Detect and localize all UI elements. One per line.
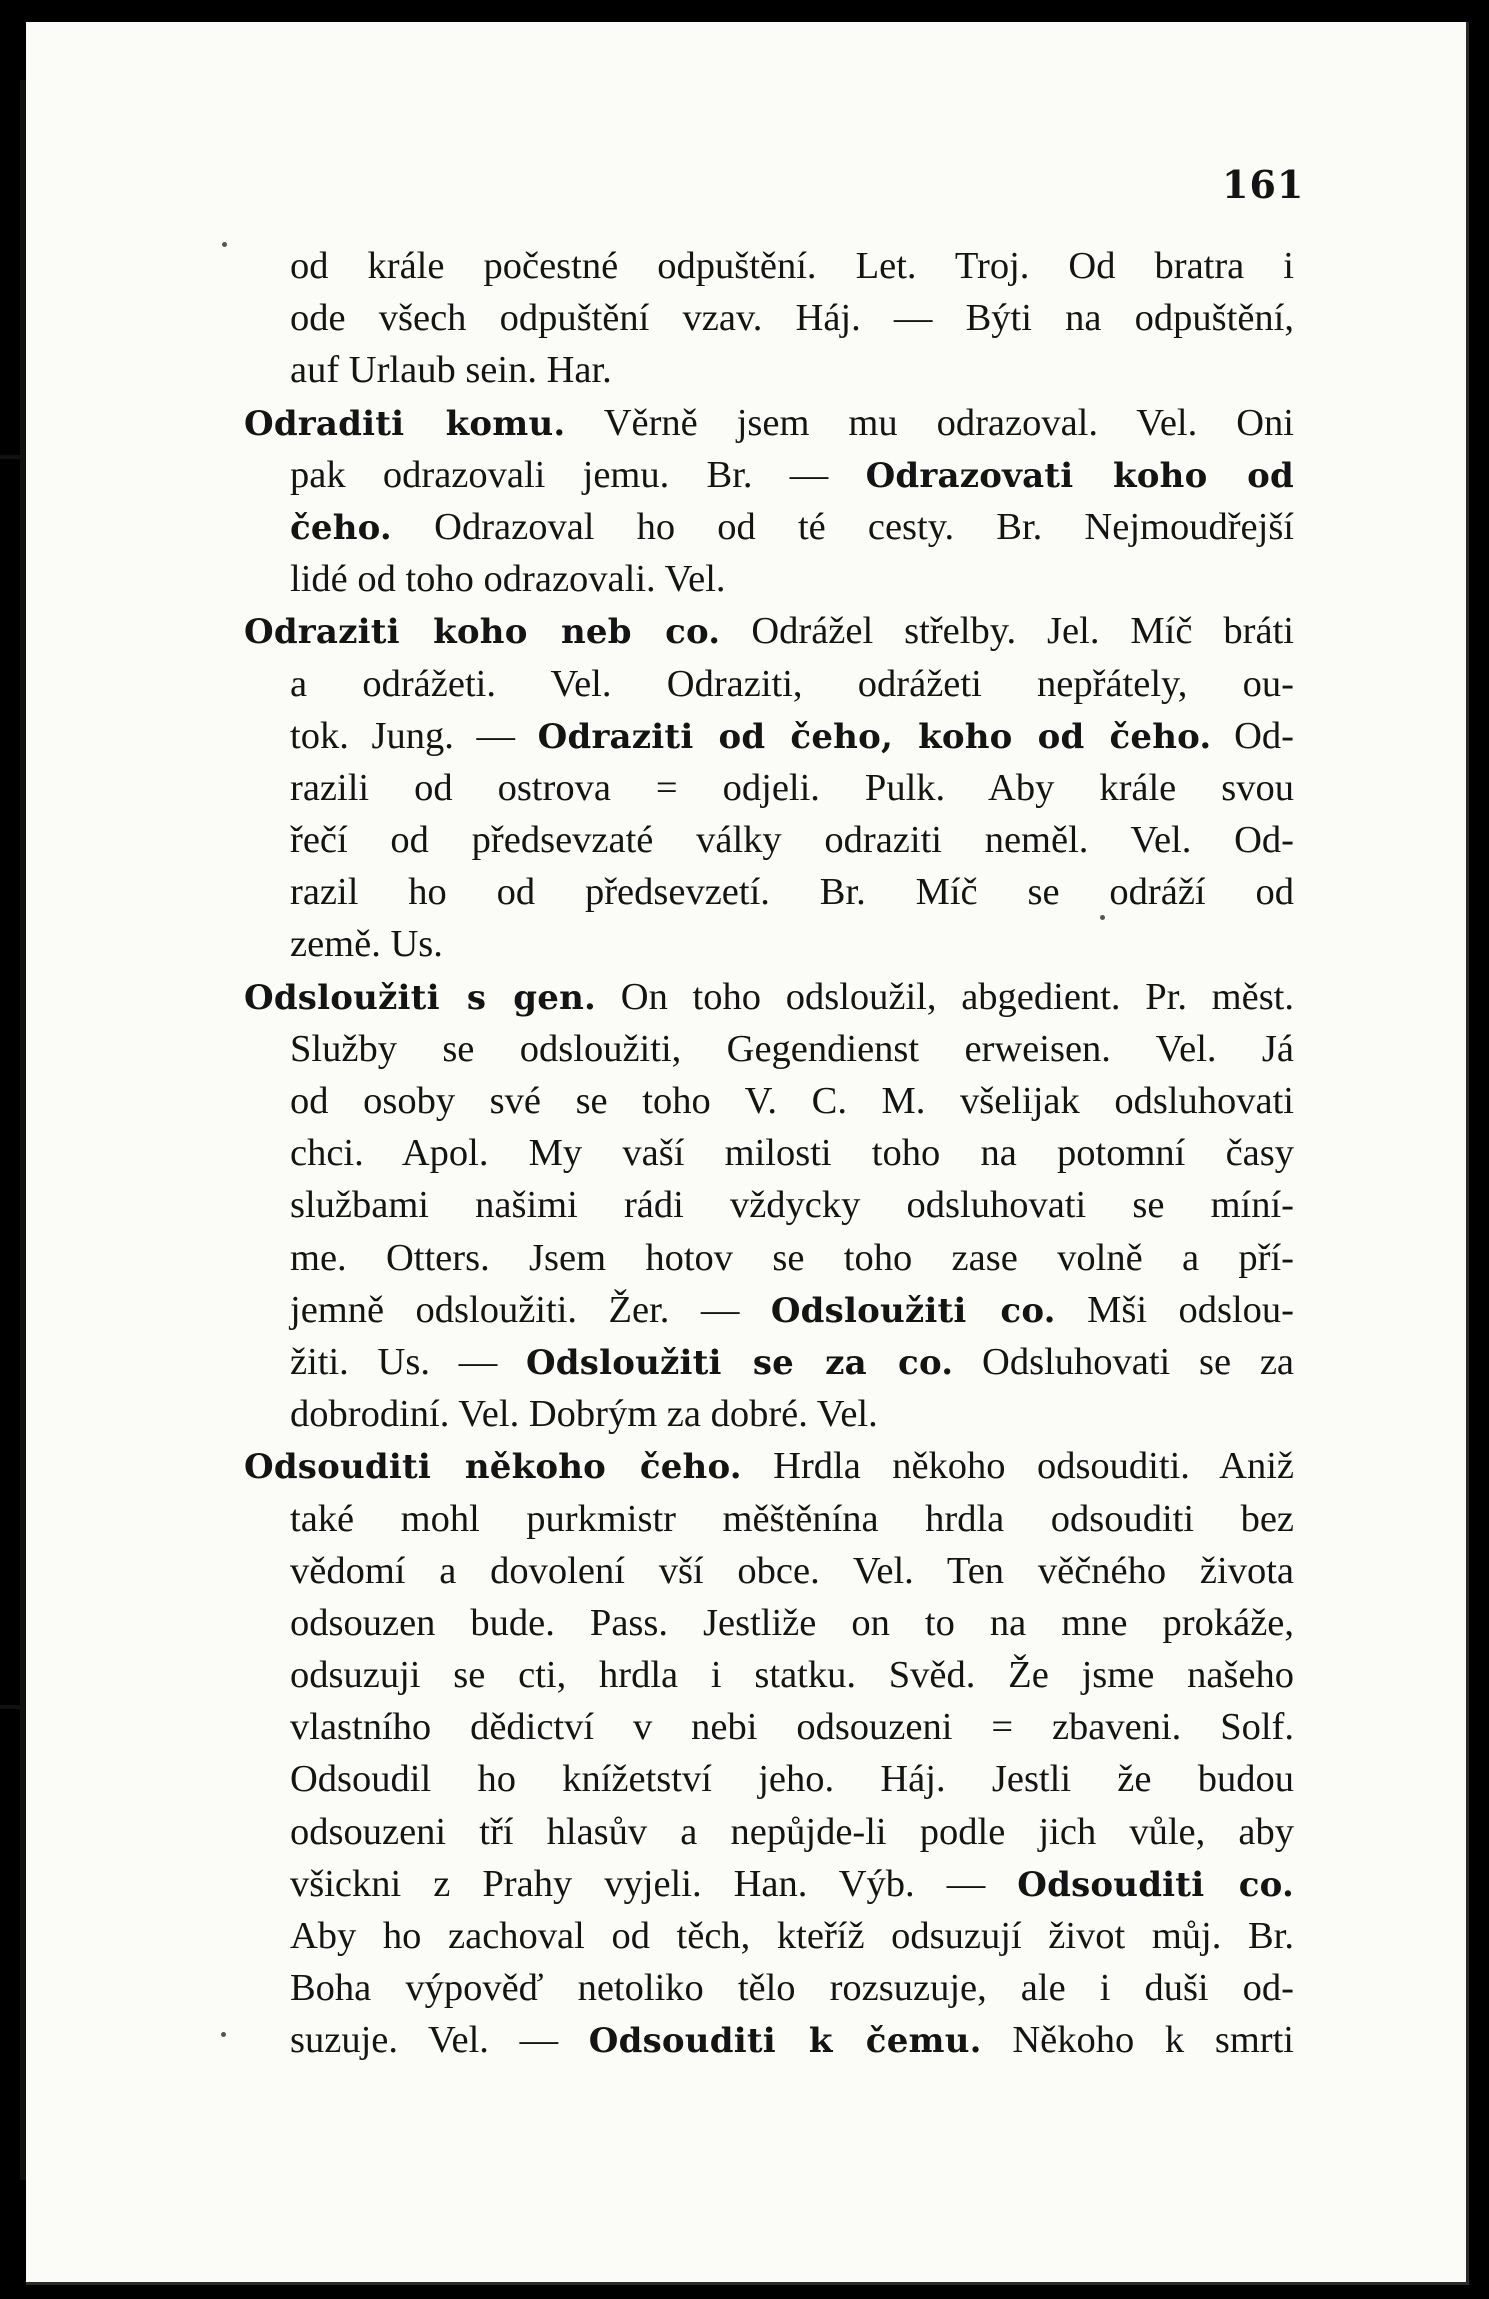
text-segment: Služby se odsloužiti, Gegendienst erweisen. Vel. Já: [290, 1027, 1294, 1070]
text-segment: od osoby své se toho V. C. M. všelijak odsluhovati: [290, 1080, 1294, 1122]
text-line: [244, 658, 1294, 710]
text-line: [244, 397, 1294, 449]
text-line: [244, 1023, 1294, 1075]
text-segment: země. Us.: [290, 923, 443, 966]
text-line: [244, 501, 1294, 553]
text-segment: odsouzen bude. Pass. Jestliže on to na mne prokáže,: [290, 1601, 1294, 1644]
text-segment: Mši odslou-: [1055, 1288, 1295, 1331]
text-segment: vlastního dědictví v nebi odsouzeni = zbaveni. Solf.: [290, 1706, 1294, 1749]
text-segment: Odrážel střelby. Jel. Míč bráti: [720, 610, 1294, 653]
text-line: [244, 449, 1294, 501]
text-segment: me. Otters. Jsem hotov se toho zase volně a pří-: [290, 1236, 1294, 1279]
headword: Odsouditi někoho čeho.: [244, 1447, 742, 1488]
text-line: [244, 1179, 1294, 1231]
text-line: [244, 1962, 1294, 2014]
text-line: [244, 918, 1294, 970]
text-segment: Věrně jsem mu odrazoval. Vel. Oni: [565, 401, 1294, 444]
text-line: [244, 1336, 1294, 1388]
text-line: [244, 710, 1294, 762]
text-line: [244, 1753, 1294, 1805]
text-line: [244, 1701, 1294, 1753]
text-segment: jemně odsloužiti. Žer. —: [290, 1288, 771, 1331]
text-segment: a odrážeti. Vel. Odraziti, odrážeti nepřátely, ou-: [290, 662, 1294, 705]
text-segment: razili od ostrova = odjeli. Pulk. Aby krále svou: [290, 766, 1294, 809]
book-page: [26, 22, 1469, 2285]
text-segment: ode všech odpuštění vzav. Háj. — Býti na odpuštění,: [290, 297, 1294, 340]
text-segment: Odsluhovati se za: [953, 1340, 1294, 1383]
text-segment: auf Urlaub sein. Har.: [290, 349, 612, 392]
text-line: [244, 1232, 1294, 1284]
text-line: [244, 240, 1294, 292]
text-line: [244, 866, 1294, 918]
text-line: [244, 1440, 1294, 1492]
text-line: [244, 1075, 1294, 1127]
headword: Odsouditi k čemu.: [588, 2021, 982, 2062]
text-segment: pak odrazovali jemu. Br. —: [290, 453, 866, 496]
text-line: [244, 1910, 1294, 1962]
text-segment: odsouzeni tří hlasův a nepůjde-li podle jich vůle, aby: [290, 1810, 1294, 1853]
text-line: [244, 1493, 1294, 1545]
text-line: [244, 814, 1294, 866]
text-segment: chci. Apol. My vaší milosti toho na potomní časy: [290, 1132, 1294, 1175]
text-segment: řečí od předsevzaté války odraziti neměl. Vel. Od-: [290, 819, 1294, 862]
text-segment: také mohl purkmistr měštěnína hrdla odsouditi bez: [290, 1497, 1294, 1540]
headword: Odsloužiti co.: [770, 1290, 1056, 1331]
text-line: [244, 1649, 1294, 1701]
text-line: [244, 1806, 1294, 1858]
text-line: [244, 292, 1294, 344]
print-speck: [221, 2032, 226, 2037]
text-segment: vědomí a dovolení vší obce. Vel. Ten věčného života: [290, 1549, 1294, 1592]
text-segment: Odrazoval ho od té cesty. Br. Nejmoudřejší: [391, 505, 1294, 548]
text-segment: Aby ho zachoval od těch, kteříž odsuzují život můj. Br.: [290, 1915, 1294, 1957]
headword: Odraditi komu.: [244, 403, 566, 444]
text-line: [244, 762, 1294, 814]
headword: Odsloužiti s gen.: [244, 977, 597, 1018]
text-segment: Někoho k smrti: [981, 2019, 1294, 2062]
text-line: [244, 1597, 1294, 1649]
headword: Odsouditi co.: [1017, 1864, 1295, 1905]
text-segment: On toho odsloužil, abgedient. Pr. měst.: [596, 975, 1295, 1018]
text-segment: Odsoudil ho knížetství jeho. Háj. Jestli že budou: [290, 1758, 1294, 1801]
text-segment: službami našimi rádi vždycky odsluhovati se míní-: [290, 1184, 1294, 1227]
text-line: [244, 2014, 1294, 2066]
text-segment: suzuje. Vel. —: [290, 2019, 589, 2062]
text-line: [244, 605, 1294, 657]
text-line: [244, 553, 1294, 605]
text-segment: lidé od toho odrazovali. Vel.: [290, 558, 726, 601]
text-segment: od krále počestné odpuštění. Let. Troj. Od bratra i: [290, 245, 1294, 287]
text-line: [244, 1545, 1294, 1597]
headword: Odsloužiti se za co.: [525, 1342, 954, 1383]
text-segment: Od-: [1211, 714, 1295, 757]
text-segment: tok. Jung. —: [290, 714, 538, 757]
text-segment: všickni z Prahy vyjeli. Han. Výb. —: [290, 1862, 1018, 1905]
text-line: [244, 971, 1294, 1023]
print-speck: [222, 242, 227, 247]
text-segment: odsuzuji se cti, hrdla i statku. Svěd. Že jsme našeho: [290, 1654, 1294, 1697]
headword: čeho.: [290, 507, 392, 548]
text-segment: Hrdla někoho odsouditi. Aniž: [741, 1445, 1294, 1488]
dictionary-text-block: [244, 240, 1294, 2067]
text-segment: dobrodiní. Vel. Dobrým za dobré. Vel.: [290, 1393, 878, 1436]
headword: Odrazovati koho od: [865, 455, 1294, 496]
text-segment: žiti. Us. —: [290, 1340, 526, 1383]
headword: Odraziti koho neb co.: [244, 612, 721, 653]
text-line: [244, 1858, 1294, 1910]
text-line: [244, 1127, 1294, 1179]
text-segment: Boha výpověď netoliko tělo rozsuzuje, ale i duši od-: [290, 1967, 1294, 2010]
print-speck: [1100, 915, 1105, 920]
page-number: 161: [1222, 162, 1305, 207]
text-line: [244, 1388, 1294, 1440]
headword: Odraziti od čeho, koho od čeho.: [537, 716, 1212, 757]
text-segment: razil ho od předsevzetí. Br. Míč se odráží od: [290, 871, 1294, 914]
text-line: [244, 344, 1294, 396]
text-line: [244, 1284, 1294, 1336]
